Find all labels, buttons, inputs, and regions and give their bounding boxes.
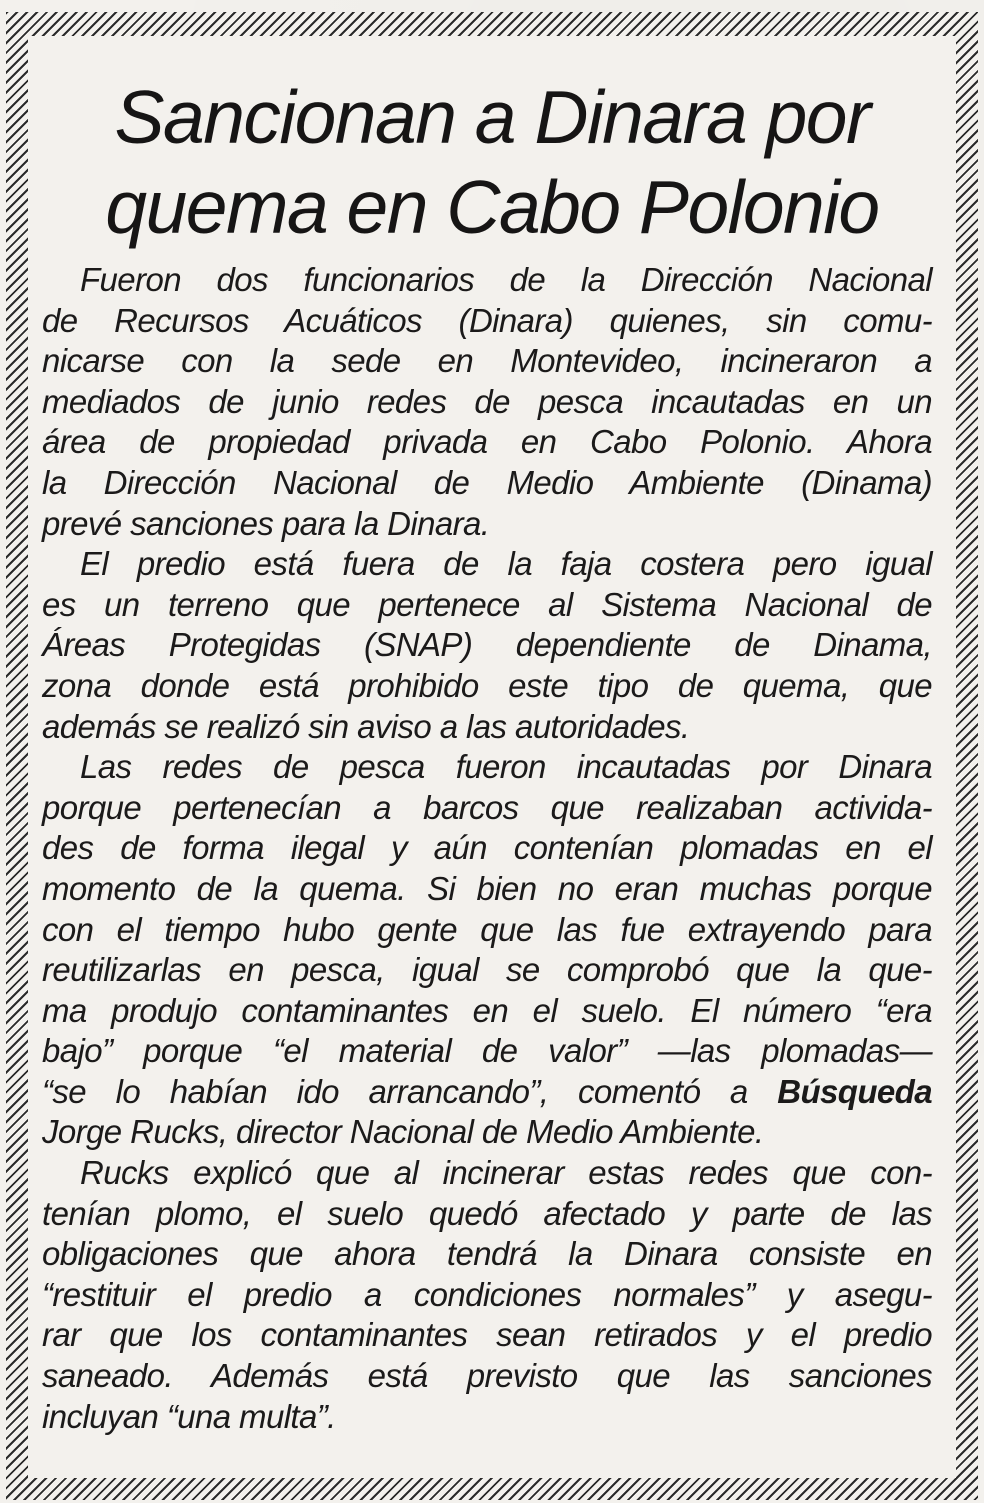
article-body xyxy=(42,260,932,1437)
text-line: ma produjo contaminantes en el suelo. El número “era xyxy=(42,991,932,1029)
text-line: con el tiempo hubo gente que las fue extrayendo para xyxy=(42,910,932,948)
text-line: saneado. Además está previsto que las sanciones xyxy=(42,1357,932,1395)
text-line: además se realizó sin aviso a las autoridades. xyxy=(42,707,690,745)
text-line: de Recursos Acuáticos (Dinara) quienes, sin comu- xyxy=(42,301,932,339)
text-line: incluyan “una multa”. xyxy=(42,1397,336,1435)
text-line: Áreas Protegidas (SNAP) dependiente de Dinama, xyxy=(42,626,932,664)
text-line: Fueron dos funcionarios de la Dirección Nacional xyxy=(80,261,932,298)
text-line: reutilizarlas en pesca, igual se comprobó que la que- xyxy=(42,951,932,989)
text-line: nicarse con la sede en Montevideo, incineraron a xyxy=(42,342,932,380)
text-segment: “se lo habían ido arrancando”, comentó a xyxy=(42,1072,778,1110)
headline-line-2: quema en Cabo Polonio xyxy=(105,165,879,249)
text-line: bajo” porque “el material de valor” —las plomadas— xyxy=(42,1032,932,1070)
text-line: Jorge Rucks, director Nacional de Medio Ambiente. xyxy=(42,1113,764,1151)
publication-name: Búsqueda xyxy=(777,1072,932,1110)
text-line: Rucks explicó que al incinerar estas redes que con- xyxy=(80,1154,932,1192)
text-line: zona donde está prohibido este tipo de quema, que xyxy=(42,666,932,704)
text-line: El predio está fuera de la faja costera pero igual xyxy=(80,545,932,583)
paragraph-4 xyxy=(42,1153,932,1437)
text-line: “restituir el predio a condiciones normales” y asegu- xyxy=(42,1275,932,1313)
headline xyxy=(28,72,956,252)
paragraph-3 xyxy=(42,747,932,1153)
text-line: Las redes de pesca fueron incautadas por Dinara xyxy=(80,748,932,786)
text-line: tenían plomo, el suelo quedó afectado y parte de las xyxy=(42,1194,932,1232)
text-line: prevé sanciones para la Dinara. xyxy=(42,504,490,542)
paragraph-1 xyxy=(42,260,932,544)
text-line: es un terreno que pertenece al Sistema Nacional de xyxy=(42,585,932,623)
text-line: área de propiedad privada en Cabo Polonio. Ahora xyxy=(42,423,932,461)
headline-line-1: Sancionan a Dinara por xyxy=(114,75,870,159)
text-line: porque pertenecían a barcos que realizaban activida- xyxy=(42,788,932,826)
text-line: mediados de junio redes de pesca incautadas en un xyxy=(42,382,932,420)
paragraph-2 xyxy=(42,544,932,747)
text-line: la Dirección Nacional de Medio Ambiente (Dinama) xyxy=(42,463,932,501)
article-box xyxy=(28,36,956,1478)
text-line: momento de la quema. Si bien no eran muchas porque xyxy=(42,869,932,907)
text-line: des de forma ilegal y aún contenían plomadas en el xyxy=(42,829,932,867)
hatched-border xyxy=(6,12,978,1500)
text-line-with-bold xyxy=(42,1072,932,1113)
text-line: rar que los contaminantes sean retirados y el predio xyxy=(42,1316,932,1354)
text-line: obligaciones que ahora tendrá la Dinara consiste en xyxy=(42,1235,932,1273)
